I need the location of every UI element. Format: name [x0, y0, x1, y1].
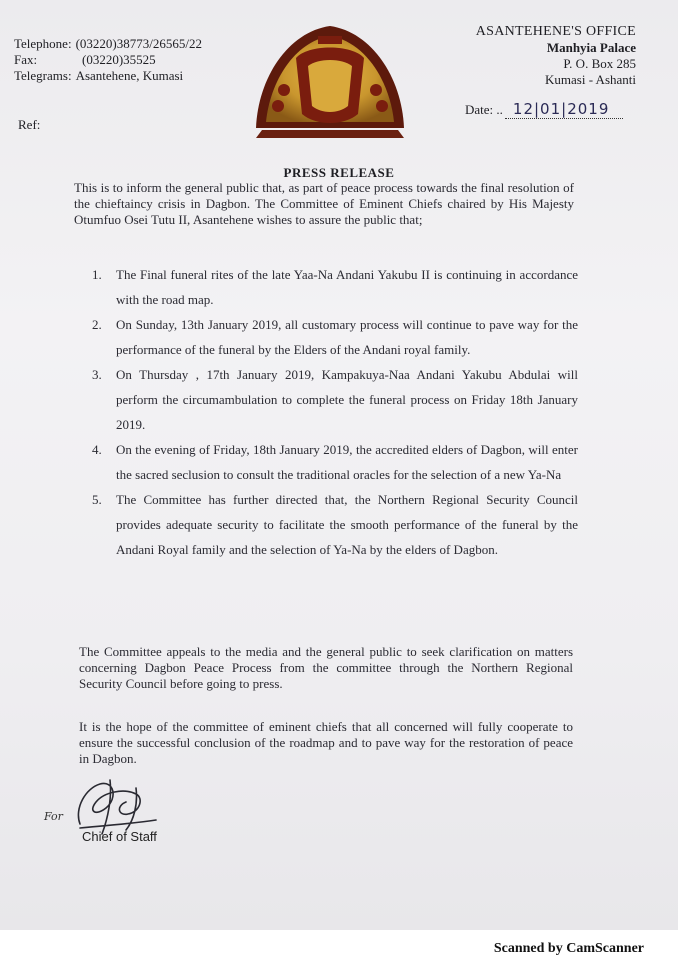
date-field: [465, 100, 623, 119]
appeal-paragraph: The Committee appeals to the media and the general public to seek clarification on matters concerning Dagbon Peace Process from the committee through the Northern Regional Security Council before going to press.: [79, 644, 573, 691]
fax-label: Fax:: [14, 52, 38, 67]
telephone-label: Telephone:: [14, 36, 72, 51]
office-address: [476, 24, 636, 88]
office-po-box: P. O. Box 285: [563, 56, 636, 71]
release-items-list: [92, 262, 578, 562]
signature-prefix: For: [44, 810, 63, 823]
fax-number: (03220)35525: [82, 52, 156, 67]
list-item-text: On the evening of Friday, 18th January 2019, the accredited elders of Dagbon, will enter the sacred seclusion to consult the traditional oracles for the selection of a new Ya-Na: [116, 442, 578, 482]
list-item-number: 2.: [92, 317, 102, 332]
list-item-number: 1.: [92, 267, 102, 282]
list-item-number: 5.: [92, 492, 102, 507]
closing-paragraph: It is the hope of the committee of eminent chiefs that all concerned will fully cooperate to ensure the successful conclusion of the roadmap and to pave way for the restoration of peace in Dagbon.: [79, 719, 573, 766]
office-city: Kumasi - Ashanti: [545, 72, 636, 87]
list-item: [92, 437, 578, 487]
ref-label: Ref:: [18, 117, 41, 132]
intro-paragraph: This is to inform the general public that, as part of peace process towards the final resolution of the chieftaincy crisis in Dagbon. The Committee of Eminent Chiefs chaired by His Majesty Otumfuo Osei Tutu II, Asantehene wishes to assure the public that;: [74, 180, 574, 227]
telegrams-address: Asantehene, Kumasi: [75, 68, 184, 83]
list-item-text: On Thursday , 17th January 2019, Kampakuya-Naa Andani Yakubu Abdulai will perform the circumambulation to complete the funeral process on Friday 18th January 2019.: [116, 367, 578, 432]
list-item: [92, 487, 578, 562]
list-item-number: 4.: [92, 442, 102, 457]
telephone-number: (03220)38773/26565/22: [75, 36, 202, 51]
list-item-text: On Sunday, 13th January 2019, all customary process will continue to pave way for the performance of the funeral by the Elders of the Andani royal family.: [116, 317, 578, 357]
telegrams-label: Telegrams:: [14, 68, 72, 83]
list-item: [92, 362, 578, 437]
signatory-title: Chief of Staff: [82, 829, 157, 844]
list-item-number: 3.: [92, 367, 102, 382]
contact-block: [14, 36, 202, 84]
asantehene-emblem-icon: [248, 18, 410, 144]
list-item: [92, 262, 578, 312]
date-value: 12|01|2019: [505, 100, 623, 119]
list-item-text: The Committee has further directed that, the Northern Regional Security Council provides adequate security to facilitate the smooth performance of the funeral by the Andani Royal family and the selection of Ya-Na by the elders of Dagbon.: [116, 492, 578, 557]
list-item-text: The Final funeral rites of the late Yaa-Na Andani Yakubu II is continuing in accordance with the road map.: [116, 267, 578, 307]
office-palace: Manhyia Palace: [546, 40, 636, 55]
date-label: Date: ..: [465, 102, 503, 117]
office-title: ASANTEHENE'S OFFICE: [475, 24, 636, 39]
press-release-heading: PRESS RELEASE: [283, 165, 395, 180]
list-item: [92, 312, 578, 362]
camscanner-watermark: Scanned by CamScanner: [493, 941, 644, 956]
